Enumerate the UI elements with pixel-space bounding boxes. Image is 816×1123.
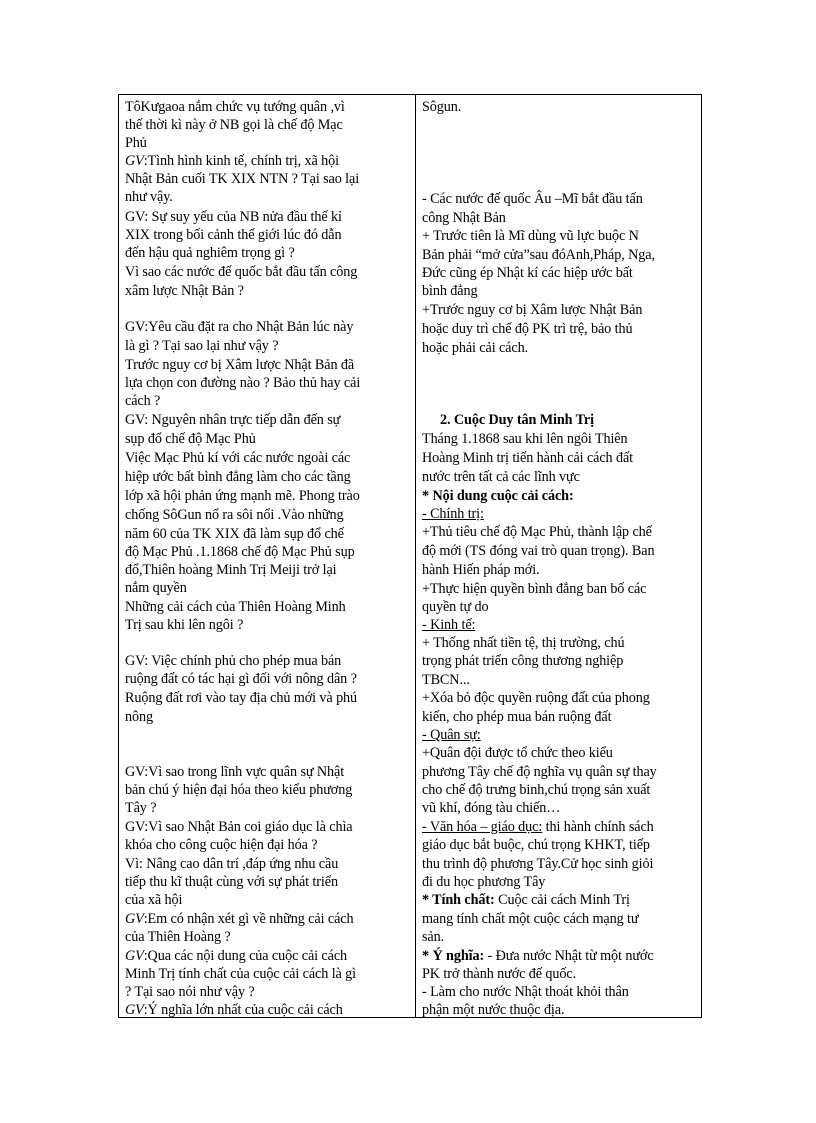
text-line: lớp xã hội phản ứng mạnh mẽ. Phong trào <box>125 488 360 504</box>
subheading: - Văn hóa – giáo dục: <box>422 819 543 835</box>
text-line: hoặc duy trì chế độ PK trì trệ, bảo thủ <box>422 321 633 337</box>
text-line: Vì: Nâng cao dân trí ,đáp ứng nhu cầu <box>125 856 339 872</box>
text-line: độ Mạc Phủ .1.1868 chế độ Mạc Phủ sụp <box>125 544 355 560</box>
text-line: là gì ? Tại sao lại như vậy ? <box>125 338 279 354</box>
text-line: như vậy. <box>125 189 173 205</box>
gv-label: GV <box>125 948 144 964</box>
text-line: +Trước nguy cơ bị Xâm lược Nhật Bản <box>422 302 643 318</box>
lesson-table <box>118 94 702 1018</box>
teacher-column <box>119 95 416 1018</box>
text-line: lựa chọn con đường nào ? Bảo thủ hay cải <box>125 375 361 391</box>
text-line: hành Hiến pháp mới. <box>422 562 540 578</box>
text-line: xâm lược Nhật Bản ? <box>125 283 244 299</box>
text-line: giáo dục bắt buộc, chú trọng KHKT, tiếp <box>422 837 650 853</box>
text-line: +Thủ tiêu chế độ Mạc Phủ, thành lập chế <box>422 524 652 540</box>
text-line: độ mới (TS đóng vai trò quan trọng). Ban <box>422 543 655 559</box>
text-line: TBCN... <box>422 672 470 688</box>
text-line: tiếp thu kĩ thuật cùng với sự phát triển <box>125 874 338 890</box>
text-line: GV:Ý nghĩa lớn nhất của cuộc cải cách <box>125 1002 343 1018</box>
text-line: nông <box>125 709 153 725</box>
text-line: bản chú ý hiện đại hóa theo kiểu phương <box>125 782 353 798</box>
text-line: XIX trong bối cảnh thế giới lúc đó dẫn <box>125 227 342 243</box>
gv-label: GV <box>125 911 144 927</box>
text-line: mang tính chất một cuộc cách mạng tư <box>422 911 639 927</box>
text-line: Trước nguy cơ bị Xâm lược Nhật Bản đã <box>125 357 355 373</box>
text-line: - Làm cho nước Nhật thoát khỏi thân <box>422 984 629 1000</box>
text-line: sản. <box>422 929 445 945</box>
text-line: nước trên tất cả các lĩnh vực <box>422 469 580 485</box>
text-line: - Các nước đế quốc Âu –Mĩ bắt đầu tấn <box>422 191 643 207</box>
text-line: Hoàng Minh trị tiến hành cải cách đất <box>422 450 634 466</box>
content-column <box>416 95 702 1018</box>
text-line: chống SôGun nổ ra sôi nổi .Vào những <box>125 507 344 523</box>
text-line: hiệp ước bất bình đẳng làm cho các tầng <box>125 469 351 485</box>
text-line: GV:Em có nhận xét gì về những cải cách <box>125 911 354 927</box>
text-line: GV: Sự suy yếu của NB nửa đầu thế kỉ <box>125 209 342 225</box>
text-line: Tây ? <box>125 800 157 816</box>
gv-label: GV <box>125 1002 144 1018</box>
text-line: Bản phải “mở cửa”sau đóAnh,Pháp, Nga, <box>422 247 655 263</box>
text-line: Trị sau khi lên ngôi ? <box>125 617 244 633</box>
text-line: PK trở thành nước đế quốc. <box>422 966 577 982</box>
text-line: Minh Trị tính chất của cuộc cải cách là gì <box>125 966 357 982</box>
text-line: ? Tại sao nói như vậy ? <box>125 984 255 1000</box>
text-line: phận một nước thuộc địa. <box>422 1002 565 1018</box>
text-line: nắm quyền <box>125 580 187 596</box>
text-line: quyền tự do <box>422 599 489 615</box>
text-line: GV:Vì sao trong lĩnh vực quân sự Nhật <box>125 764 345 780</box>
subheading: * Ý nghĩa: <box>422 948 485 964</box>
text-line: kiến, cho phép mua bán ruộng đất <box>422 709 612 725</box>
text-line: trọng phát triển công thương nghiệp <box>422 653 624 669</box>
text-line: đi du học phương Tây <box>422 874 546 890</box>
text-line: thế thời kì này ở NB gọi là chế độ Mạc <box>125 117 343 133</box>
text-line: Đức cũng ép Nhật kí các hiệp ước bất <box>422 265 633 281</box>
text-line: Việc Mạc Phủ kí với các nước ngoài các <box>125 450 351 466</box>
subheading: - Chính trị: <box>422 506 484 522</box>
section-heading: 2. Cuộc Duy tân Minh Trị <box>440 412 594 428</box>
text-line: công Nhật Bản <box>422 210 506 226</box>
text-line: cách ? <box>125 393 161 409</box>
text-line: bình đẳng <box>422 283 478 299</box>
text-line: Ruộng đất rơi vào tay địa chủ mới và phú <box>125 690 358 706</box>
text-line: phương Tây chế độ nghĩa vụ quân sự thay <box>422 764 657 780</box>
subheading: - Quân sự: <box>422 727 481 743</box>
text-line: hoặc phải cải cách. <box>422 340 529 356</box>
text-line: + Trước tiên là Mĩ dùng vũ lực buộc N <box>422 228 639 244</box>
text-line: + Thống nhất tiền tệ, thị trường, chú <box>422 635 625 651</box>
text-line: Nhật Bản cuối TK XIX NTN ? Tại sao lại <box>125 171 360 187</box>
text-line: Vì sao các nước đế quốc bắt đầu tấn công <box>125 264 358 280</box>
text-line: GV:Vì sao Nhật Bản coi giáo dục là chìa <box>125 819 353 835</box>
text-line: GV: Việc chính phủ cho phép mua bán <box>125 653 342 669</box>
text-line: cho chế độ trưng binh,chú trọng sản xuất <box>422 782 651 798</box>
gv-label: GV <box>125 153 144 169</box>
text-line: của xã hội <box>125 892 183 908</box>
document-page <box>118 94 701 1017</box>
text-line: sụp đổ chế độ Mạc Phủ <box>125 431 256 447</box>
text-line: của Thiên Hoàng ? <box>125 929 231 945</box>
text-line: đến hậu quả nghiêm trọng gì ? <box>125 245 295 261</box>
subheading: * Nội dung cuộc cải cách: <box>422 488 574 504</box>
text-line: Tháng 1.1868 sau khi lên ngôi Thiên <box>422 431 628 447</box>
text-line: Những cải cách của Thiên Hoàng Minh <box>125 599 346 615</box>
text-line: - Văn hóa – giáo dục: thi hành chính sách <box>422 819 654 835</box>
text-line: khóa cho công cuộc hiện đại hóa ? <box>125 837 318 853</box>
text-line: +Xóa bỏ độc quyền ruộng đất của phong <box>422 690 650 706</box>
subheading: - Kinh tế: <box>422 617 476 633</box>
subheading: * Tính chất: <box>422 892 495 908</box>
text-line: * Ý nghĩa: - Đưa nước Nhật từ một nước <box>422 948 654 964</box>
table-row <box>119 95 702 1018</box>
text-line: ruộng đất có tác hại gì đối với nông dân ? <box>125 671 357 687</box>
text-line: * Tính chất: Cuộc cải cách Minh Trị <box>422 892 630 908</box>
text-line: +Thực hiện quyền bình đẳng ban bố các <box>422 581 647 597</box>
text-line: GV:Qua các nội dung của cuộc cải cách <box>125 948 348 964</box>
text-line: TôKưgaoa nắm chức vụ tướng quân ,vì <box>125 99 345 115</box>
text-line: Phủ <box>125 135 147 151</box>
text-line: thu trình độ phương Tây.Cử học sinh giỏi <box>422 856 654 872</box>
text-line: GV:Tình hình kinh tế, chính trị, xã hội <box>125 153 340 169</box>
text-line: +Quân đội được tổ chức theo kiểu <box>422 745 613 761</box>
text-line: đổ,Thiên hoàng Minh Trị Meiji trở lại <box>125 562 337 578</box>
text-line: Sôgun. <box>422 99 462 115</box>
text-line: vũ khí, đóng tàu chiến… <box>422 800 561 816</box>
text-line: năm 60 của TK XIX đã làm sụp đổ chế <box>125 526 344 542</box>
text-line: GV: Nguyên nhân trực tiếp dẫn đến sự <box>125 412 341 428</box>
text-line: GV:Yêu cầu đặt ra cho Nhật Bản lúc này <box>125 319 354 335</box>
